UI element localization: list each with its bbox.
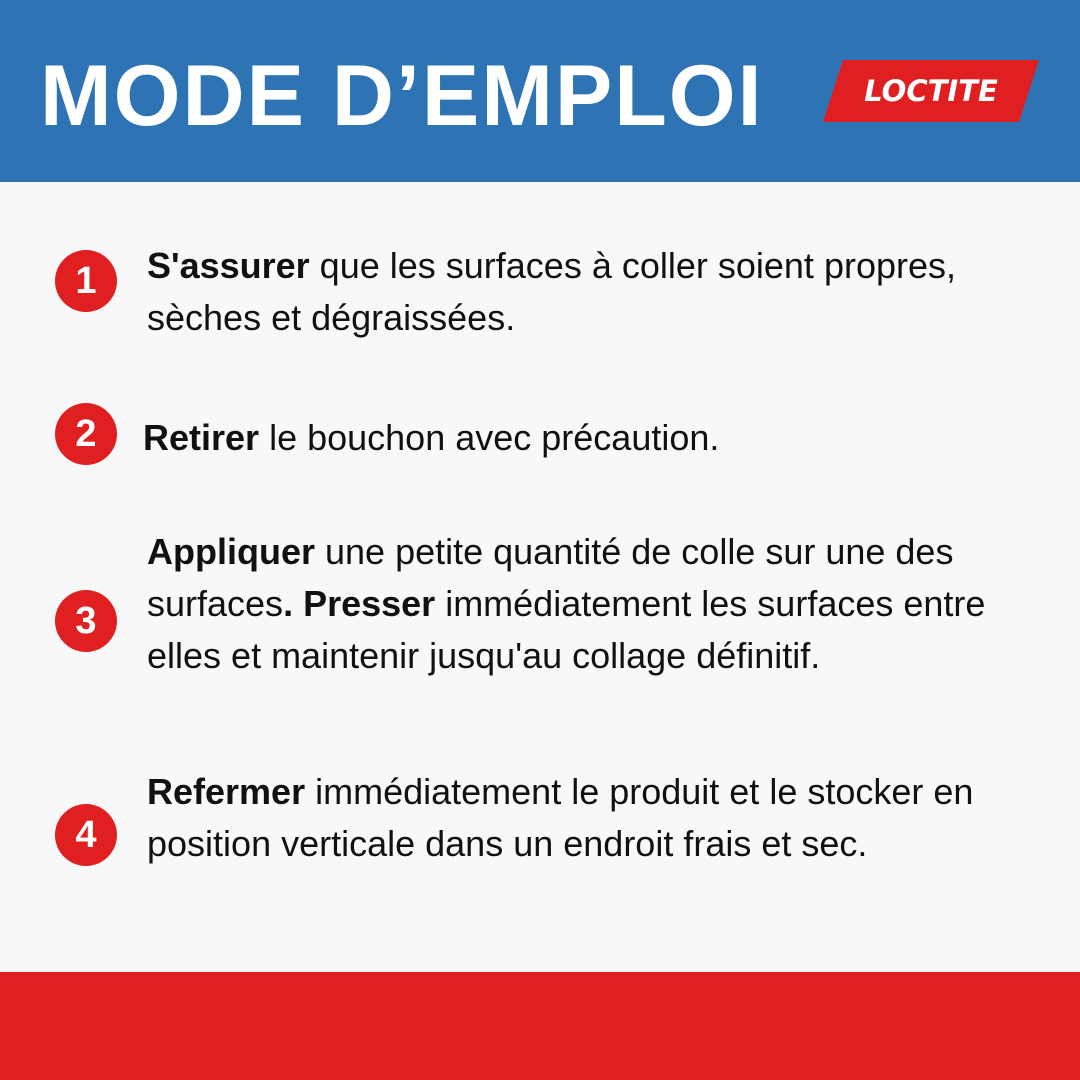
step-number-badge: 1 [55, 250, 117, 312]
page-title: MODE D’EMPLOI [40, 48, 764, 144]
step-verb-2: . Presser [283, 583, 436, 624]
step-description: une petite quantité de colle sur une des surfaces [147, 531, 954, 624]
step-verb: Refermer [147, 771, 306, 812]
loctite-logo [823, 60, 1039, 122]
step-verb: Appliquer [147, 531, 315, 572]
step-text [147, 766, 1027, 870]
header-banner [0, 0, 1080, 182]
step-description: que les surfaces à coller soient propres, sèches et dégraissées. [147, 245, 957, 338]
step-verb: Retirer [143, 417, 260, 458]
step-description: immédiatement le produit et le stocker en position verticale dans un endroit frais et sec. [147, 771, 974, 864]
step-text [143, 412, 1023, 464]
logo-text: LOCTITE [864, 74, 998, 108]
step-number-badge: 3 [55, 590, 117, 652]
step-description-2: immédiatement les surfaces entre elles et maintenir jusqu'au collage définitif. [147, 583, 986, 676]
step-verb: S'assurer [147, 245, 310, 286]
step-number-badge: 4 [55, 804, 117, 866]
footer-band [0, 972, 1080, 1080]
step-description: le bouchon avec précaution. [259, 417, 720, 458]
step-text [147, 240, 1027, 344]
step-text [147, 526, 1027, 682]
step-number-badge: 2 [55, 403, 117, 465]
